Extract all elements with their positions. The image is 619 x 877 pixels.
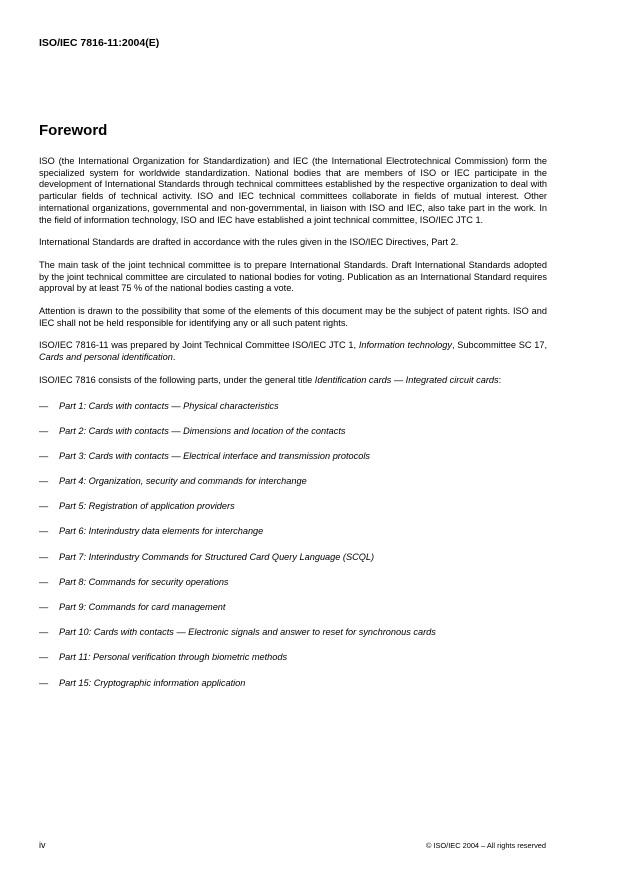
paragraph-patent-rights: Attention is drawn to the possibility that some of the elements of this document may be the subject of patent rights. ISO and IEC shall not be held responsible for identifying any or all such patent rights.: [39, 306, 547, 328]
page-number: iv: [39, 840, 46, 850]
foreword-body: [39, 156, 547, 703]
page-title: Foreword: [39, 122, 108, 139]
copyright-notice: © ISO/IEC 2004 – All rights reserved: [425, 841, 546, 850]
list-item: — Part 1: Cards with contacts — Physical characteristics: [39, 400, 279, 411]
paragraph-main-task: The main task of the joint technical committee is to prepare International Standards. Draft International Standards adopted by the joint technical committee are circulated to national bodies for voting. Publication as an International Standard requires approval by at least 75 % of the national bodies casting a vote.: [39, 259, 547, 294]
list-item: — Part 11: Personal verification through biometric methods: [39, 652, 288, 663]
paragraph-iso-iec: ISO (the International Organization for Standardization) and IEC (the International Electrotechnical Commission) form the specialized system for worldwide standardization. National bodies that are members of ISO or IEC participate in the development of International Standards through technical committees established by the respective organization to deal with particular fields of technical activity. ISO and IEC technical committees collaborate in fields of mutual interest. Other international organizations, governmental and non-governmental, in liaison with ISO and IEC, also take part in the work. In the field of information technology, ISO and IEC have established a joint technical committee, ISO/IEC JTC 1.: [39, 156, 547, 225]
parts-list: [39, 401, 547, 703]
document-id-header: ISO/IEC 7816-11:2004(E): [39, 37, 160, 49]
list-item: — Part 15: Cryptographic information application: [39, 677, 246, 688]
list-item: — Part 8: Commands for security operations: [39, 576, 229, 587]
paragraph-prepared-by: ISO/IEC 7816-11 was prepared by Joint Technical Committee ISO/IEC JTC 1, Information technology, Subcommittee SC 17, Cards and personal identification.: [39, 340, 547, 363]
paragraph-parts-intro: ISO/IEC 7816 consists of the following parts, under the general title Identification cards — Integrated circuit cards:: [39, 374, 502, 385]
list-item: — Part 4: Organization, security and commands for interchange: [39, 476, 307, 487]
list-item: — Part 2: Cards with contacts — Dimensions and location of the contacts: [39, 425, 346, 436]
paragraph-directives: International Standards are drafted in accordance with the rules given in the ISO/IEC Directives, Part 2.: [39, 237, 459, 248]
list-item: — Part 3: Cards with contacts — Electrical interface and transmission protocols: [39, 450, 370, 461]
list-item: — Part 5: Registration of application providers: [39, 501, 235, 512]
list-item: — Part 10: Cards with contacts — Electronic signals and answer to reset for synchronous cards: [39, 627, 436, 638]
list-item: — Part 9: Commands for card management: [39, 602, 226, 613]
list-item: — Part 6: Interindustry data elements for interchange: [39, 526, 264, 537]
list-item: — Part 7: Interindustry Commands for Structured Card Query Language (SCQL): [39, 551, 375, 562]
